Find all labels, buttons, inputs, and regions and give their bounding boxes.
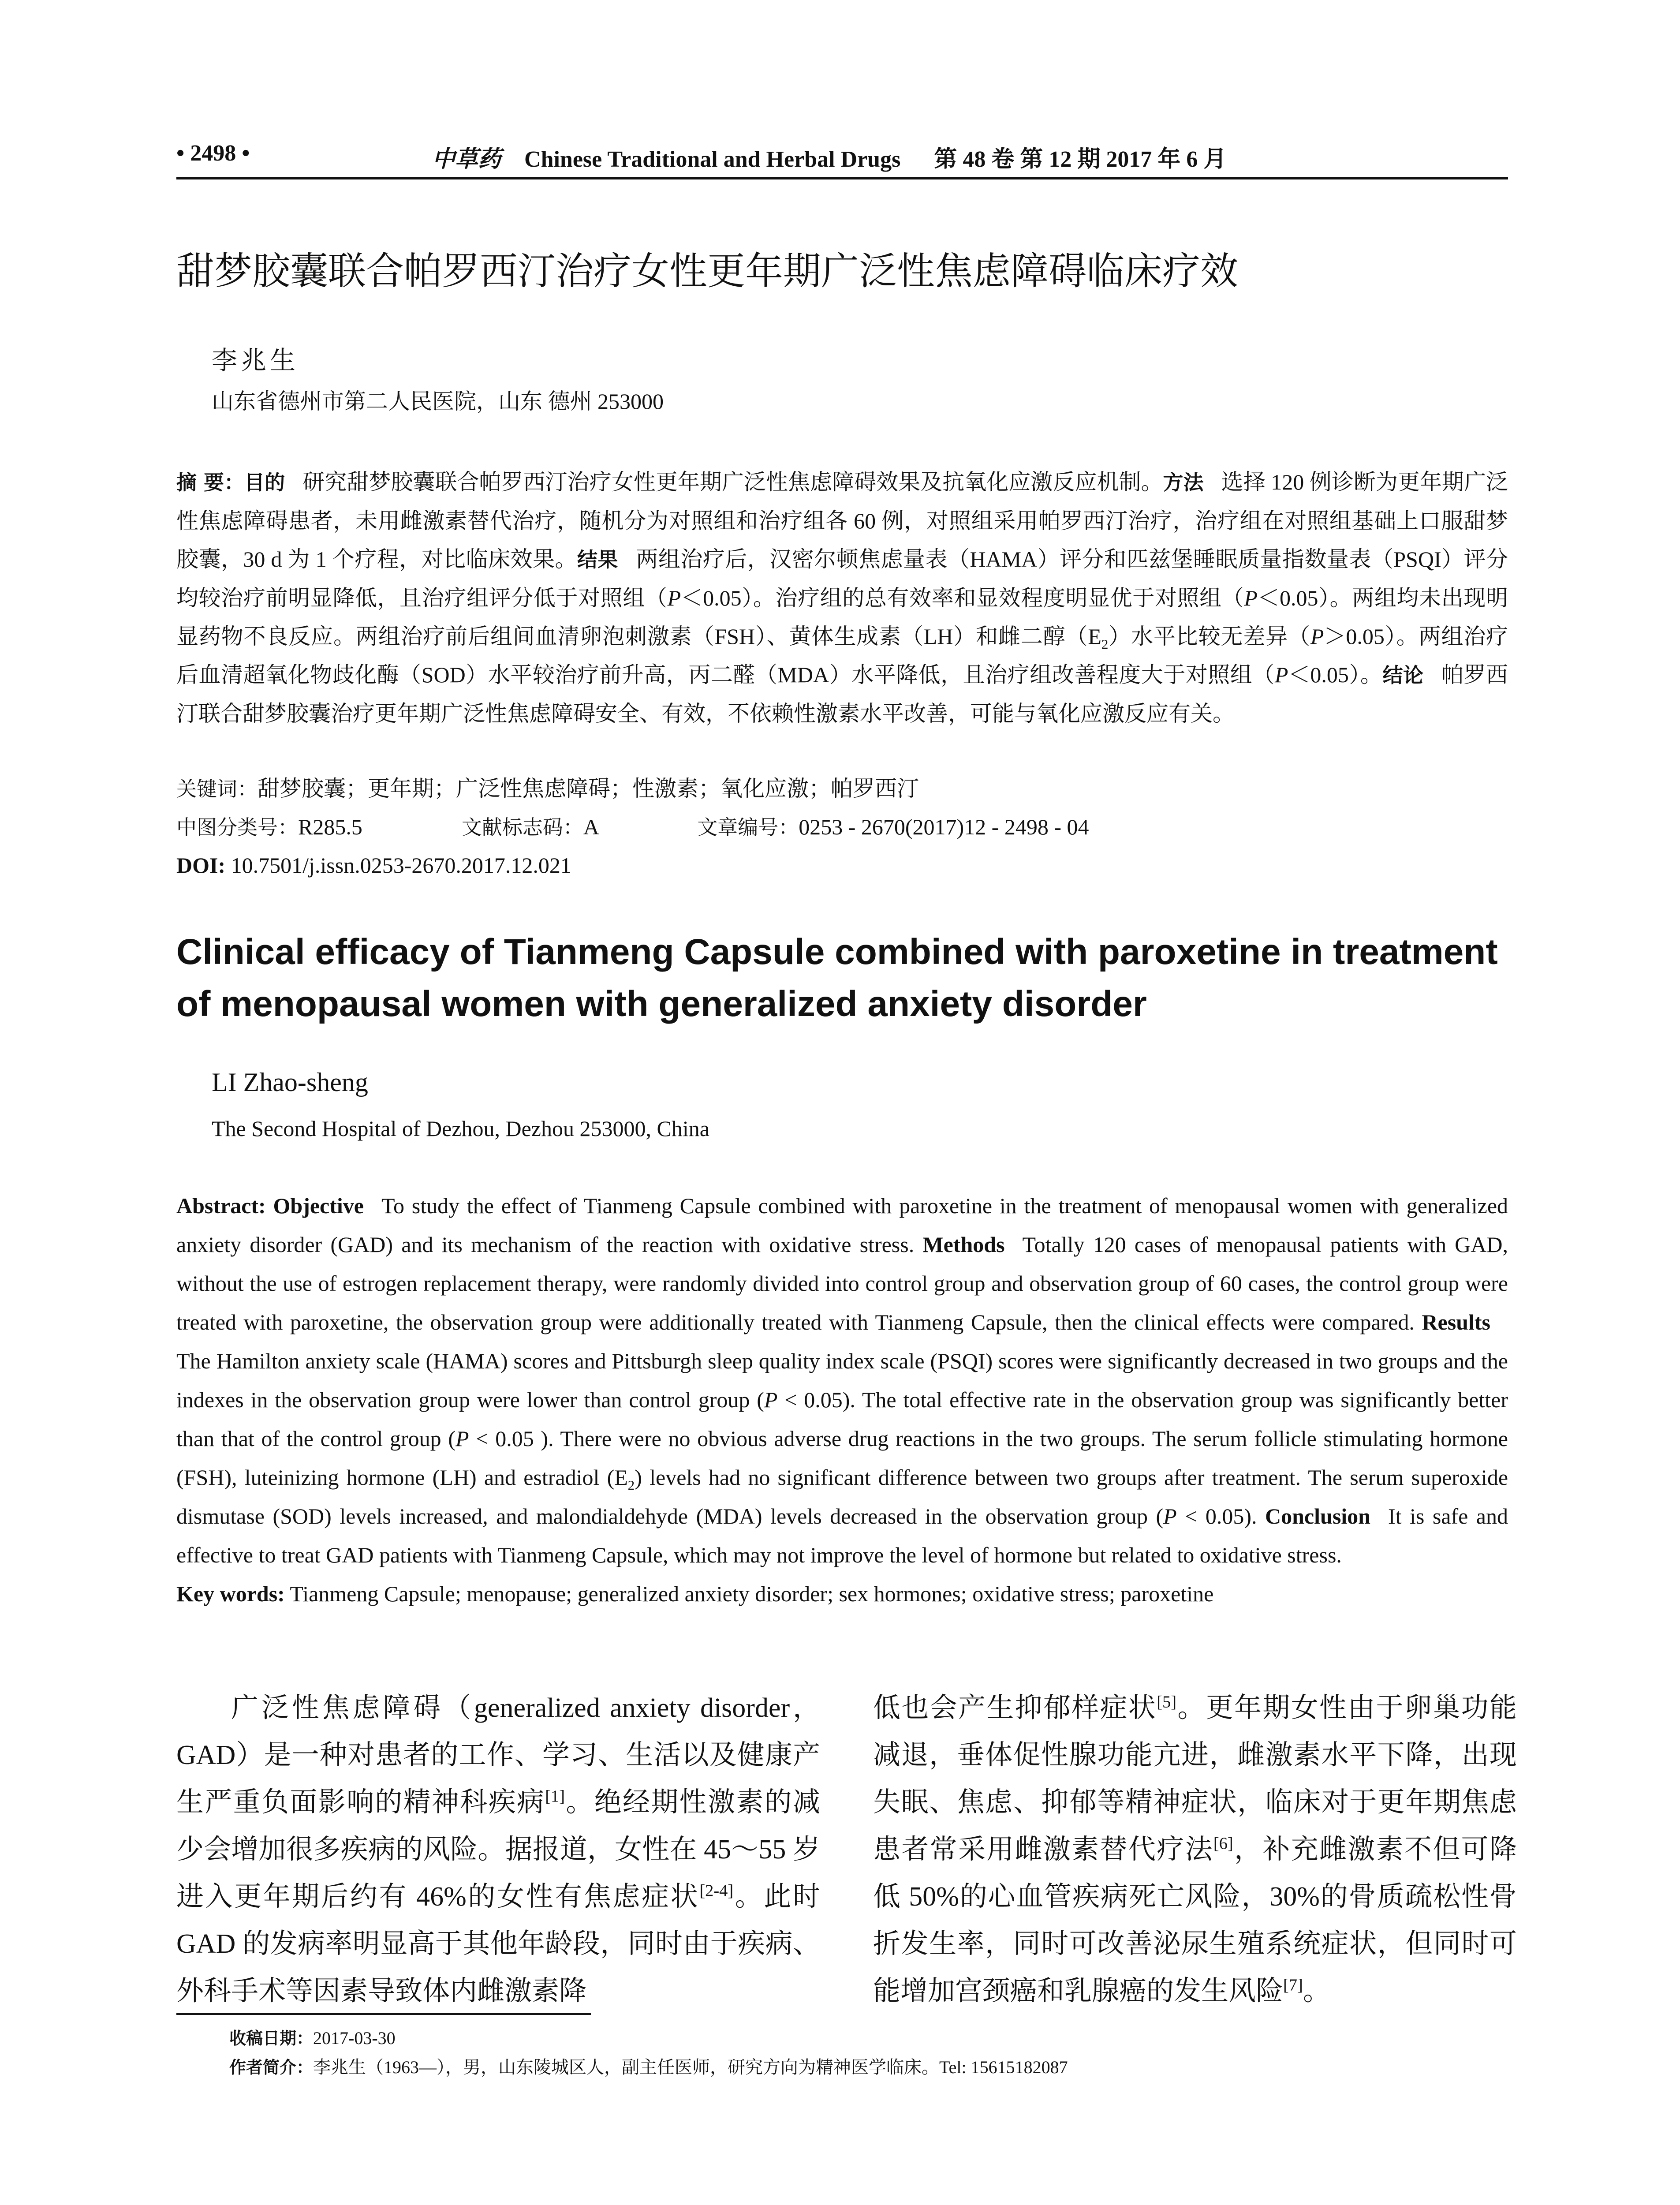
- cn-classification-line: [176, 808, 1089, 847]
- clc-label: 中图分类号：: [176, 815, 298, 839]
- en-methods-label: Methods: [922, 1232, 1005, 1257]
- en-title: Clinical efficacy of Tianmeng Capsule combined with paroxetine in treatment of menopausal women with generalized anxiety disorder: [176, 932, 1498, 1024]
- en-methods: Totally 120 cases of menopausal patients with GAD, without the use of estrogen replacement therapy, were randomly divided into control group and observation group of 60 cases, the control group were treated with paroxetine, the observation group were additionally treated with Tianmeng Capsule, then the clinical effects were compared.: [176, 1232, 1508, 1334]
- doi-label: DOI:: [176, 853, 226, 878]
- cn-methods-label: 方法: [1163, 471, 1204, 494]
- en-objective-label: Objective: [273, 1193, 364, 1218]
- en-keywords-text: Tianmeng Capsule; menopause; generalized anxiety disorder; sex hormones; oxidative stress; paroxetine: [290, 1581, 1214, 1606]
- author-bio-note: [229, 2053, 1068, 2082]
- body-text: 低也会产生抑郁样症状: [873, 1693, 1157, 1723]
- en-affiliation: The Second Hospital of Dezhou, Dezhou 253000, China: [212, 1116, 709, 1141]
- received-value: 2017-03-30: [313, 2028, 396, 2048]
- en-results-3: < 0.05 ). There were no obvious adverse drug reactions in the two groups. The serum follicle stimulating hormone (FSH), luteinizing hormone (LH) and estradiol (E: [176, 1426, 1508, 1490]
- body-paragraph: [873, 1685, 1517, 2015]
- doc-code-value: A: [583, 815, 598, 839]
- cn-keywords-text: 甜梦胶囊；更年期；广泛性焦虑障碍；性激素；氧化应激；帕罗西汀: [258, 776, 919, 801]
- cn-p-symbol: P: [667, 586, 681, 610]
- cn-affiliation: 山东省德州市第二人民医院，山东 德州 253000: [212, 389, 664, 414]
- journal-name-cn: 中草药: [432, 146, 501, 172]
- cn-conclusion-label: 结论: [1382, 663, 1424, 687]
- article-no-value: 0253 - 2670(2017)12 - 2498 - 04: [799, 815, 1089, 839]
- cn-keywords-label: 关键词：: [176, 777, 258, 801]
- en-abstract: [176, 1186, 1508, 1613]
- en-p-symbol: P: [764, 1387, 778, 1412]
- cn-results-6: ＜0.05）。: [1288, 662, 1383, 687]
- doc-code-label: 文献标志码：: [461, 815, 583, 839]
- cn-results-label: 结果: [577, 548, 618, 572]
- received-label: 收稿日期：: [229, 2029, 314, 2048]
- en-author: LI Zhao-sheng: [212, 1068, 368, 1097]
- en-objective: To study the effect of Tianmeng Capsule combined with paroxetine in the treatment of menopausal women with generalized anxiety disorder (GAD) and its mechanism of the reaction with oxidative stress.: [176, 1193, 1508, 1257]
- citation-ref[interactable]: [6]: [1213, 1834, 1233, 1853]
- journal-issue: 第 48 卷 第 12 期 2017 年 6 月: [934, 147, 1227, 172]
- cn-p-symbol: P: [1310, 624, 1324, 649]
- body-text: 。此时 GAD 的发病率明显高于其他年龄段，同时由于疾病、外科手术等因素导致体内雌激素降: [176, 1882, 820, 2006]
- doi-line: [176, 846, 571, 885]
- cn-conclusion: 帕罗西汀联合甜梦胶囊治疗更年期广泛性焦虑障碍安全、有效，不依赖性激素水平改善，可能与氧化应激反应有关。: [176, 662, 1508, 726]
- body-text: ，补充雌激素不但可降低 50%的心血管疾病死亡风险，30%的骨质疏松性骨折发生率，同时可改善泌尿生殖系统症状，但同时可能增加宫颈癌和乳腺癌的发生风险: [873, 1835, 1517, 2006]
- body-text: 广泛性焦虑障碍（generalized anxiety disorder，GAD）是一种对患者的工作、学习、生活以及健康产生严重负面影响的精神科疾病: [176, 1693, 820, 1817]
- received-date-note: [229, 2024, 396, 2052]
- cn-results-2: ＜0.05）。治疗组的总有效率和显效程度明显优于对照组（: [681, 586, 1244, 610]
- footnote-rule: [176, 2013, 591, 2015]
- citation-ref[interactable]: [2-4]: [699, 1881, 734, 1900]
- en-abstract-label: Abstract:: [176, 1193, 266, 1218]
- clc-value: R285.5: [298, 815, 362, 839]
- en-results-2: < 0.05). The total effective rate in the observation group was significantly better than that of the control group (: [176, 1387, 1508, 1451]
- cn-abstract: [176, 463, 1508, 733]
- bio-label: 作者简介：: [229, 2058, 314, 2077]
- citation-ref[interactable]: [1]: [545, 1787, 565, 1806]
- cn-methods: 选择 120 例诊断为更年期广泛性焦虑障碍患者，未用雌激素替代治疗，随机分为对照组和治疗组各 60 例，对照组采用帕罗西汀治疗，治疗组在对照组基础上口服甜梦胶囊，30 d 为 1 个疗程，对比临床效果。: [176, 470, 1508, 572]
- cn-title: 甜梦胶囊联合帕罗西汀治疗女性更年期广泛性焦虑障碍临床疗效: [176, 249, 1238, 293]
- en-conclusion-label: Conclusion: [1265, 1504, 1370, 1529]
- cn-results-1: 两组治疗后，汉密尔顿焦虑量表（HAMA）评分和匹兹堡睡眠质量指数量表（PSQI）评分均较治疗前明显降低，且治疗组评分低于对照组（: [176, 547, 1508, 610]
- en-p-symbol: P: [1163, 1504, 1177, 1529]
- cn-objective-label: 目的: [244, 471, 285, 494]
- running-header: [176, 140, 1508, 176]
- cn-results-4: ）水平比较无差异（: [1108, 624, 1310, 649]
- doi-value: 10.7501/j.issn.0253-2670.2017.12.021: [231, 853, 571, 878]
- cn-p-symbol: P: [1244, 586, 1258, 610]
- cn-results-3: ＜0.05）。两组均未出现明显药物不良反应。两组治疗前后组间血清卵泡刺激素（FSH）、黄体生成素（LH）和雌二醇（E: [176, 586, 1508, 649]
- en-conclusion: It is safe and effective to treat GAD patients with Tianmeng Capsule, which may not improve the level of hormone but related to oxidative stress.: [176, 1504, 1508, 1567]
- en-results-1: The Hamilton anxiety scale (HAMA) scores and Pittsburgh sleep quality index scale (PSQI) scores were significantly decreased in two groups and the indexes in the observation group were lower than control group (: [176, 1349, 1508, 1412]
- en-results-label: Results: [1422, 1310, 1491, 1334]
- journal-line: [432, 140, 1226, 173]
- bio-value: 李兆生（1963—），男，山东陵城区人，副主任医师，研究方向为精神医学临床。Tel: 15615182087: [313, 2057, 1068, 2077]
- en-keywords-label: Key words:: [176, 1581, 285, 1606]
- journal-name-en: Chinese Traditional and Herbal Drugs: [524, 147, 901, 172]
- en-e2-subscript: 2: [627, 1477, 635, 1493]
- cn-author: 李兆生: [212, 346, 299, 375]
- body-column-left: [176, 1685, 820, 2015]
- cn-keywords: [176, 770, 919, 808]
- cn-abstract-label: 摘 要：: [176, 471, 245, 494]
- article-no-label: 文章编号：: [697, 815, 799, 839]
- page-number: • 2498 •: [176, 141, 250, 166]
- body-column-right: [873, 1685, 1517, 2015]
- cn-results-5: ＞0.05）。两组治疗后血清超氧化物歧化酶（SOD）水平较治疗前升高，丙二醛（MDA）水平降低，且治疗组改善程度大于对照组（: [176, 624, 1508, 687]
- body-text: 。绝经期性激素的减少会增加很多疾病的风险。据报道，女性在 45～55 岁进入更年期后约有 46%的女性有焦虑症状: [176, 1787, 820, 1912]
- body-paragraph: [176, 1685, 820, 2015]
- en-results-5: < 0.05).: [1176, 1504, 1257, 1529]
- body-text: 。更年期女性由于卵巢功能减退，垂体促性腺功能亢进，雌激素水平下降，出现失眠、焦虑、抑郁等精神症状，临床对于更年期焦虑患者常采用雌激素替代疗法: [873, 1693, 1517, 1865]
- cn-p-symbol: P: [1274, 662, 1288, 687]
- body-text: 。: [1303, 1976, 1330, 2006]
- cn-e2-subscript: 2: [1101, 636, 1109, 652]
- citation-ref[interactable]: [7]: [1283, 1976, 1303, 1995]
- en-p-symbol: P: [455, 1426, 469, 1451]
- header-rule: [176, 177, 1508, 179]
- cn-objective: 研究甜梦胶囊联合帕罗西汀治疗女性更年期广泛性焦虑障碍效果及抗氧化应激反应机制。: [302, 470, 1163, 494]
- en-keywords: [176, 1574, 1508, 1613]
- en-results-4: ) levels had no significant difference between two groups after treatment. The serum superoxide dismutase (SOD) levels increased, and malondialdehyde (MDA) levels decreased in the observation group (: [176, 1465, 1508, 1529]
- citation-ref[interactable]: [5]: [1157, 1693, 1177, 1712]
